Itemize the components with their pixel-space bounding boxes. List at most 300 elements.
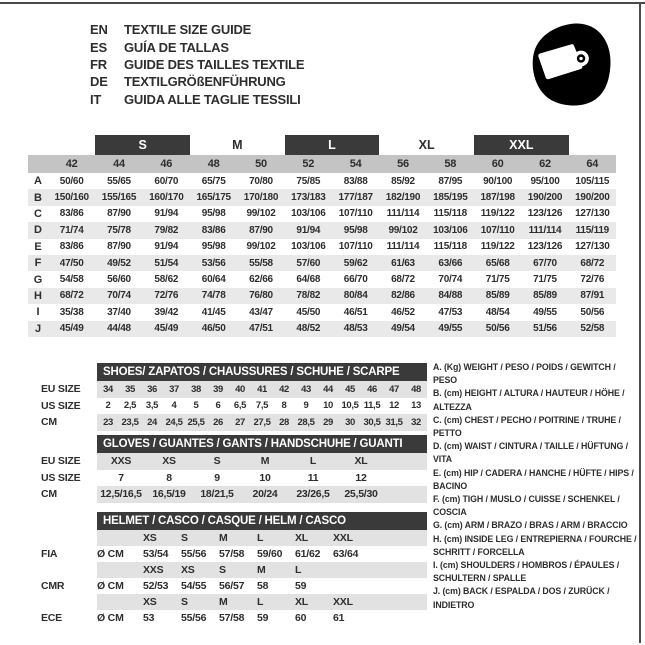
size-value: 48/52 xyxy=(296,323,321,335)
size-value: XL xyxy=(354,455,368,468)
cert-label-ece: ECE xyxy=(41,612,62,625)
helmet-value-row xyxy=(97,546,427,562)
helmet-size-label: S xyxy=(219,564,226,576)
size-value: 55/65 xyxy=(107,175,131,187)
size-value: 29 xyxy=(323,416,333,428)
textile-size-table xyxy=(28,135,616,337)
language-row xyxy=(90,38,304,55)
size-value: 61/63 xyxy=(391,257,415,269)
size-value: 30,5 xyxy=(363,416,381,428)
size-value: 47/51 xyxy=(249,323,273,335)
size-value: 25,5 xyxy=(187,416,205,428)
size-value: 18/21,5 xyxy=(200,488,234,501)
size-value: 87/90 xyxy=(249,224,273,236)
helmet-size-value: 53/54 xyxy=(143,548,169,560)
textile-row-g xyxy=(28,271,616,287)
helmet-size-label: XXL xyxy=(333,532,353,544)
size-value: 7,5 xyxy=(255,400,269,412)
helmet-size-row xyxy=(97,594,427,610)
size-value: 119/122 xyxy=(480,241,515,253)
size-value: 79/82 xyxy=(154,224,179,236)
size-value: 87/90 xyxy=(107,208,131,220)
helmet-size-label: M xyxy=(219,532,228,544)
helmet-size-row xyxy=(97,530,427,546)
size-value: 32 xyxy=(411,416,421,428)
numeric-size: 64 xyxy=(586,158,599,170)
size-value: 91/94 xyxy=(296,224,321,236)
helmet-size-value: 56/57 xyxy=(219,580,245,592)
size-value: 65/75 xyxy=(201,175,226,187)
size-value: 83/86 xyxy=(59,208,84,220)
size-value: 91/94 xyxy=(154,208,179,220)
size-value: 99/102 xyxy=(246,208,276,220)
size-group-header-row xyxy=(28,135,616,155)
size-value: 84/88 xyxy=(438,290,463,302)
textile-row-d xyxy=(28,222,616,238)
textile-row-h xyxy=(28,288,616,304)
helmet-size-label: M xyxy=(219,596,228,608)
size-value: 42 xyxy=(279,383,289,395)
size-value: 27,5 xyxy=(253,416,271,428)
size-value: 34 xyxy=(103,383,113,395)
row-letter: H xyxy=(34,289,42,302)
helmet-value-row xyxy=(97,578,427,594)
size-value: 115/118 xyxy=(433,208,467,220)
size-value: 56/60 xyxy=(107,274,131,286)
size-value: 87/95 xyxy=(438,175,463,187)
size-value: XXS xyxy=(110,455,132,468)
shoes-section-title: SHOES/ ZAPATOS / CHAUSSURES / SCHUHE / SCARPE xyxy=(97,363,427,381)
size-value: XS xyxy=(162,455,176,468)
textile-row-j xyxy=(28,321,616,337)
size-value: 71/74 xyxy=(59,224,84,236)
size-value: 65/68 xyxy=(485,257,510,269)
helmet-size-value: 52/53 xyxy=(143,580,169,592)
size-value: 12,5/16,5 xyxy=(100,488,142,501)
size-value: 127/130 xyxy=(575,208,610,220)
size-value: 55/58 xyxy=(249,257,273,269)
helmet-size-row xyxy=(97,562,427,578)
helmet-size-label: XS xyxy=(143,596,157,608)
size-value: 95/100 xyxy=(530,175,560,187)
helmet-size-value: 58 xyxy=(257,580,269,592)
size-value: 30 xyxy=(345,416,355,428)
size-value: 45/49 xyxy=(59,323,84,335)
size-row xyxy=(97,470,427,487)
row-letter: E xyxy=(34,240,42,253)
size-value: 70/74 xyxy=(107,290,131,302)
size-value: 60/64 xyxy=(201,274,226,286)
language-row xyxy=(90,21,304,38)
legend-item: C. (cm) CHEST / PECHO / POITRINE / TRUHE / PETTO xyxy=(433,414,621,439)
textile-row-i xyxy=(28,304,616,320)
frame-right-border xyxy=(639,2,641,643)
textile-row-a xyxy=(28,173,616,189)
size-value: 177/187 xyxy=(338,192,373,204)
helmet-size-value: 57/58 xyxy=(219,548,245,560)
numeric-size: 58 xyxy=(444,158,457,170)
language-code: EN xyxy=(90,22,108,38)
size-row xyxy=(97,381,427,398)
size-row xyxy=(97,414,427,431)
size-value: 41/45 xyxy=(201,306,226,318)
size-value: 111/114 xyxy=(386,241,420,253)
size-value: 47/50 xyxy=(59,257,84,269)
row-letter: B xyxy=(34,191,42,204)
helmet-table xyxy=(97,512,427,626)
row-letter: D xyxy=(34,224,42,237)
row-letter: A xyxy=(34,175,42,188)
size-value: 85/89 xyxy=(533,290,557,302)
size-value: 10 xyxy=(259,471,271,484)
diameter-unit-label: Ø CM xyxy=(97,580,124,592)
size-value: 173/183 xyxy=(291,192,326,204)
size-value: 44 xyxy=(323,383,333,395)
helmet-size-label: XL xyxy=(295,532,309,544)
numeric-size: 52 xyxy=(302,158,315,170)
diameter-unit-label: Ø CM xyxy=(97,612,124,624)
size-value: 72/76 xyxy=(580,274,605,286)
helmet-size-label: XXS xyxy=(143,564,164,576)
helmet-value-row xyxy=(97,610,427,626)
size-value: 27 xyxy=(235,416,245,428)
size-value: 50/56 xyxy=(485,323,510,335)
size-value: 190/200 xyxy=(575,192,610,204)
numeric-size: 42 xyxy=(65,158,78,170)
size-value: 49/54 xyxy=(391,323,415,335)
numeric-size: 56 xyxy=(397,158,409,170)
helmet-size-label: L xyxy=(257,596,264,608)
size-value: 107/110 xyxy=(338,241,373,253)
size-value: 12 xyxy=(355,471,367,484)
textile-row-f xyxy=(28,255,616,271)
size-value: 115/119 xyxy=(575,224,609,236)
size-value: 68/72 xyxy=(391,274,415,286)
textile-row-e xyxy=(28,239,616,255)
size-value: 190/200 xyxy=(527,192,563,204)
size-value: 64/68 xyxy=(296,274,321,286)
language-row xyxy=(90,56,304,73)
cert-label-fia: FIA xyxy=(41,548,58,561)
helmet-size-value: 55/56 xyxy=(181,612,207,624)
size-value: 49/55 xyxy=(438,323,463,335)
size-value: 99/102 xyxy=(246,241,276,253)
size-value: 127/130 xyxy=(575,241,610,253)
language-title: TEXTILGRÖßENFÜHRUNG xyxy=(124,74,286,90)
size-value: 48/53 xyxy=(343,323,368,335)
numeric-size: 54 xyxy=(349,158,362,170)
size-value: 54/58 xyxy=(59,274,84,286)
size-value: 91/94 xyxy=(154,241,179,253)
size-value: 70/74 xyxy=(438,274,463,286)
size-value: 70/80 xyxy=(249,175,273,187)
size-value: 71/75 xyxy=(533,274,557,286)
size-value: 68/72 xyxy=(59,290,84,302)
size-row xyxy=(97,398,427,415)
gloves-table xyxy=(97,435,427,503)
size-value: 187/198 xyxy=(480,192,515,204)
size-value: 3,5 xyxy=(145,400,159,412)
size-value: 23/26,5 xyxy=(296,488,330,501)
diameter-unit-label: Ø CM xyxy=(97,548,124,560)
numeric-size: 62 xyxy=(539,158,551,170)
size-value: 52/58 xyxy=(580,323,605,335)
size-value: 38 xyxy=(191,383,201,395)
gloves-rows xyxy=(97,453,427,503)
helmet-size-value: 63/64 xyxy=(333,548,359,560)
helmet-size-value: 57/58 xyxy=(219,612,245,624)
size-value: 74/78 xyxy=(201,290,226,302)
size-value: 83/88 xyxy=(343,175,368,187)
size-value: 25,5/30 xyxy=(344,488,378,501)
textile-measurement-rows xyxy=(28,173,616,337)
size-value: 182/190 xyxy=(385,192,421,204)
size-value: 99/102 xyxy=(388,224,418,236)
size-value: 36 xyxy=(147,383,157,395)
language-row xyxy=(90,73,304,90)
legend-item: I. (cm) SHOULDERS / HOMBROS / ÉPAULES / SCHULTERN / SPALLE xyxy=(433,560,620,584)
size-value: 24 xyxy=(147,416,157,428)
size-value: 39 xyxy=(213,383,223,395)
row-label: EU SIZE xyxy=(41,455,81,468)
helmet-section-title: HELMET / CASCO / CASQUE / HELM / CASCO xyxy=(97,512,427,530)
size-value: 185/195 xyxy=(433,192,468,204)
size-value: 160/170 xyxy=(149,192,184,204)
helmet-size-label: S xyxy=(181,596,188,608)
size-value: 31,5 xyxy=(385,416,403,428)
size-value: 6 xyxy=(215,400,221,412)
helmet-size-label: XL xyxy=(295,596,309,608)
language-title: TEXTILE SIZE GUIDE xyxy=(124,22,252,38)
size-value: 10,5 xyxy=(341,400,359,412)
size-value: 107/110 xyxy=(338,208,373,220)
row-letter: G xyxy=(33,273,43,286)
language-code: FR xyxy=(90,56,107,72)
helmet-size-value: 59 xyxy=(257,612,269,624)
size-value: 103/106 xyxy=(291,241,326,253)
legend-item: J. (cm) BACK / ESPALDA / DOS / ZURÜCK / INDIETRO xyxy=(433,586,610,610)
size-value: 44/48 xyxy=(107,323,131,335)
row-label: US SIZE xyxy=(41,471,81,484)
size-value: 87/90 xyxy=(107,241,131,253)
size-value: 78/82 xyxy=(296,290,321,302)
size-value: 85/89 xyxy=(485,290,510,302)
language-row xyxy=(90,91,304,108)
size-value: 83/86 xyxy=(201,224,226,236)
size-value: M xyxy=(260,455,270,468)
size-value: 50/56 xyxy=(580,306,605,318)
helmet-size-label: L xyxy=(295,564,302,576)
helmet-size-value: 55/56 xyxy=(181,548,207,560)
size-group-xl: XL xyxy=(418,138,435,152)
size-value: 150/160 xyxy=(54,192,89,204)
size-value: 28 xyxy=(279,416,289,428)
size-value: 20/24 xyxy=(252,488,278,501)
language-code: IT xyxy=(90,91,102,107)
size-value: 11 xyxy=(307,471,319,484)
size-group-m: M xyxy=(232,138,243,152)
size-value: 85/92 xyxy=(391,175,415,187)
size-value: 95/98 xyxy=(343,224,368,236)
size-value: 90/100 xyxy=(483,175,513,187)
size-value: 24,5 xyxy=(165,416,183,428)
cert-label-cmr: CMR xyxy=(41,580,65,593)
size-value: 103/106 xyxy=(291,208,326,220)
size-value: 67/70 xyxy=(533,257,557,269)
helmet-size-label: M xyxy=(257,564,266,576)
size-value: 48/54 xyxy=(485,306,510,318)
helmet-size-value: 59/60 xyxy=(257,548,283,560)
size-value: 11,5 xyxy=(363,400,381,412)
size-value: 48 xyxy=(411,383,421,395)
size-value: 80/84 xyxy=(343,290,368,302)
size-value: 83/86 xyxy=(59,241,84,253)
helmet-size-label: L xyxy=(257,532,264,544)
size-value: 63/66 xyxy=(438,257,463,269)
helmet-size-value: 61/62 xyxy=(295,548,321,560)
size-value: 35/38 xyxy=(59,306,84,318)
helmet-size-value: 61 xyxy=(333,612,345,624)
size-value: 115/118 xyxy=(433,241,467,253)
size-value: 26 xyxy=(213,416,223,428)
size-value: 53/56 xyxy=(201,257,226,269)
legend-item: E. (cm) HIP / CADERA / HANCHE / HÜFTE / HIPS / BACINO xyxy=(433,467,634,491)
row-letter: I xyxy=(36,306,40,319)
size-value: 165/175 xyxy=(196,192,231,204)
size-value: 57/60 xyxy=(296,257,321,269)
size-value: 2,5 xyxy=(123,400,137,412)
size-value: 75/85 xyxy=(296,175,321,187)
language-title-list xyxy=(90,21,304,108)
size-value: 5 xyxy=(193,400,199,412)
legend-item: D. (cm) WAIST / CINTURA / TAILLE / HÜFTUNG / VITA xyxy=(433,441,628,465)
size-value: 41 xyxy=(257,383,267,395)
size-value: 62/66 xyxy=(249,274,273,286)
size-value: 8 xyxy=(281,400,287,412)
size-value: 76/80 xyxy=(249,290,273,302)
helmet-size-value: 59 xyxy=(295,580,307,592)
size-value: 51/56 xyxy=(533,323,557,335)
size-value: 75/78 xyxy=(107,224,131,236)
language-code: DE xyxy=(90,74,108,90)
size-value: 87/91 xyxy=(580,290,605,302)
language-title: GUIDE DES TAILLES TEXTILE xyxy=(124,56,305,72)
row-letter: F xyxy=(34,257,42,270)
size-value: 35 xyxy=(125,383,135,395)
size-value: 111/114 xyxy=(386,208,420,220)
size-value: 95/98 xyxy=(201,241,226,253)
size-value: 12 xyxy=(389,400,399,412)
size-value: 68/72 xyxy=(580,257,605,269)
size-value: 123/126 xyxy=(527,241,563,253)
racing-helmet-icon xyxy=(524,16,616,112)
textile-row-b xyxy=(28,189,616,205)
helmet-size-label: XS xyxy=(143,532,157,544)
size-value: 46 xyxy=(367,383,377,395)
measurement-legend xyxy=(433,361,639,612)
size-value: 107/110 xyxy=(480,224,515,236)
size-value: 43/47 xyxy=(249,306,273,318)
size-value: 40 xyxy=(235,383,245,395)
gloves-section-title: GLOVES / GUANTES / GANTS / HANDSCHUHE / GUANTI xyxy=(97,435,427,453)
size-value: 95/98 xyxy=(201,208,226,220)
size-value: 28,5 xyxy=(297,416,315,428)
size-value: 9 xyxy=(214,471,220,484)
size-value: 16,5/19 xyxy=(152,488,186,501)
size-row xyxy=(97,453,427,470)
helmet-size-value: 53 xyxy=(143,612,155,624)
row-label: US SIZE xyxy=(41,399,81,412)
numeric-size: 44 xyxy=(113,158,125,170)
numeric-size: 50 xyxy=(255,158,267,170)
row-letter: J xyxy=(34,322,42,335)
numeric-size: 46 xyxy=(160,158,173,170)
size-value: 45/49 xyxy=(154,323,179,335)
size-value: 37/40 xyxy=(107,306,131,318)
row-label: CM xyxy=(41,416,57,429)
size-value: 155/165 xyxy=(101,192,137,204)
shoes-table xyxy=(97,363,427,431)
language-title: GUÍA DE TALLAS xyxy=(124,39,229,55)
helmet-size-value: 60 xyxy=(295,612,307,624)
size-value: 47 xyxy=(389,383,399,395)
size-row xyxy=(97,486,427,503)
size-value: 39/42 xyxy=(154,306,179,318)
size-value: 47/53 xyxy=(438,306,463,318)
size-value: S xyxy=(213,455,221,468)
language-code: ES xyxy=(90,39,107,55)
size-value: 45 xyxy=(345,383,355,395)
size-value: 8 xyxy=(166,471,172,484)
row-label: CM xyxy=(41,488,57,501)
size-value: 50/60 xyxy=(59,175,84,187)
size-value: 71/75 xyxy=(485,274,510,286)
frame-top-border xyxy=(0,2,645,4)
size-value: 45/50 xyxy=(296,306,321,318)
size-value: 46/50 xyxy=(201,323,226,335)
shoes-rows xyxy=(97,381,427,431)
size-value: 23 xyxy=(103,416,113,428)
legend-item: H. (cm) INSIDE LEG / ENTREPIERNA / FOURCHE / SCHRITT / FORCELLA xyxy=(433,533,637,557)
row-letter: C xyxy=(34,207,42,220)
legend-item: G. (cm) ARM / BRAZO / BRAS / ARM / BRACCIO xyxy=(433,520,628,531)
size-value: 4 xyxy=(171,400,177,412)
legend-item: A. (Kg) WEIGHT / PESO / POIDS / GEWITCH / PESO xyxy=(433,362,616,386)
size-value: 170/180 xyxy=(243,192,279,204)
size-value: L xyxy=(309,455,317,468)
size-value: 49/52 xyxy=(107,257,131,269)
size-value: 119/122 xyxy=(480,208,515,220)
helmet-size-label: XS xyxy=(181,564,195,576)
legend-item: B. (cm) HEIGHT / ALTURA / HAUTEUR / HÖHE / ALTEZZA xyxy=(433,388,625,412)
size-value: 105/115 xyxy=(575,175,610,187)
size-value: 66/70 xyxy=(343,274,368,286)
size-value: 7 xyxy=(118,471,124,484)
size-value: 59/62 xyxy=(343,257,368,269)
size-value: 49/55 xyxy=(533,306,557,318)
helmet-size-label: XXL xyxy=(333,596,353,608)
size-value: 72/76 xyxy=(154,290,179,302)
size-value: 111/114 xyxy=(528,224,562,236)
size-value: 60/70 xyxy=(154,175,179,187)
numeric-size-row xyxy=(28,155,616,173)
size-value: 123/126 xyxy=(527,208,563,220)
language-title: GUIDA ALLE TAGLIE TESSILI xyxy=(124,91,301,107)
size-group-xxl: XXL xyxy=(474,135,569,155)
size-value: 58/62 xyxy=(154,274,179,286)
size-value: 23,5 xyxy=(121,416,139,428)
row-label: EU SIZE xyxy=(41,383,81,396)
